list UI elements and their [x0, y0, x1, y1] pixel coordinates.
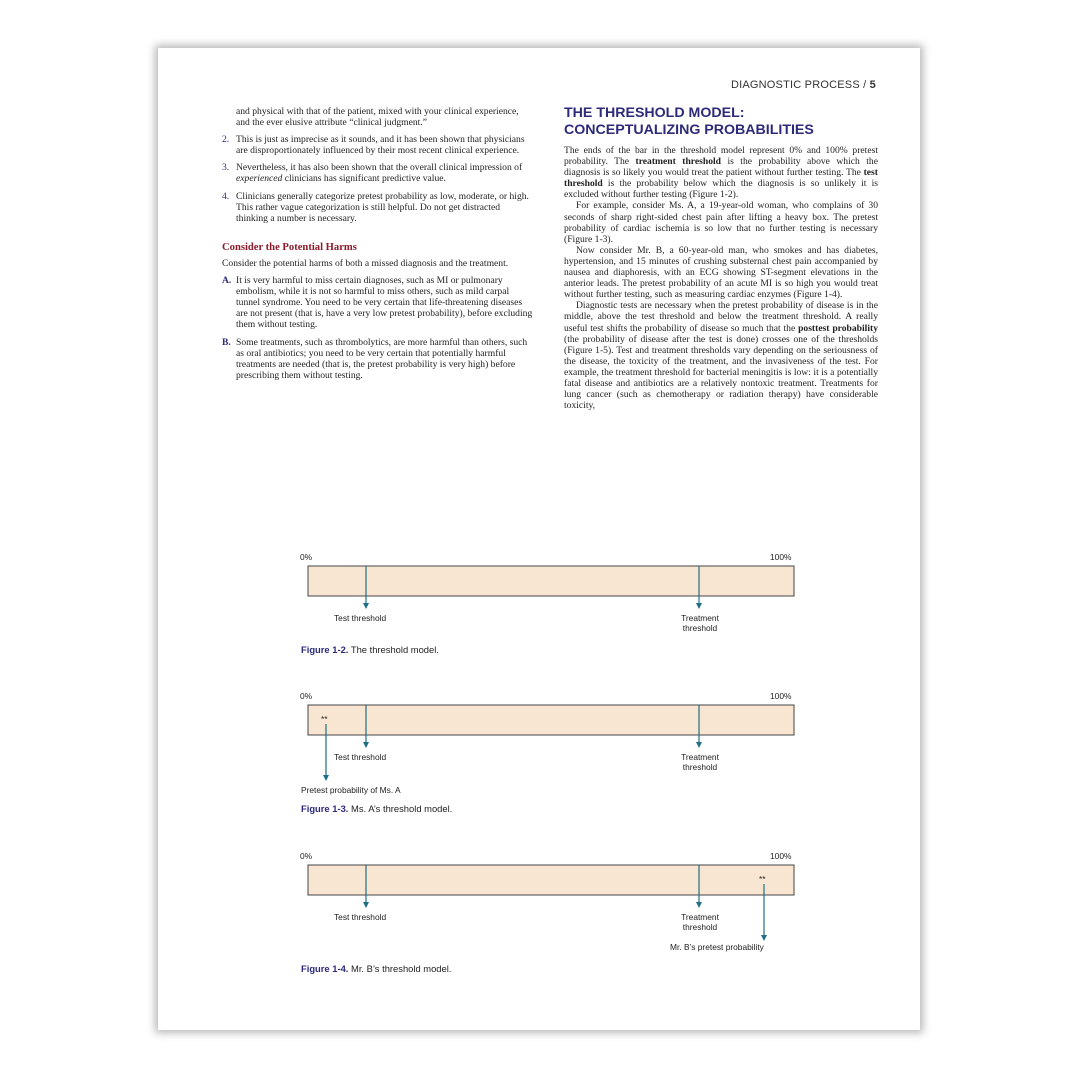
list-number: 2. [222, 134, 230, 146]
text-run: The ends of the bar in the threshold model represent 0% and 100% pretest probability. The [564, 145, 878, 168]
treatment-threshold-label [668, 613, 732, 633]
caption-text: The threshold model. [350, 644, 439, 655]
bold-term: treatment threshold [635, 156, 722, 168]
list-letter: A. [222, 275, 232, 287]
threshold-diagram [158, 690, 920, 850]
list-item-text: Clinicians generally categorize pretest probability as low, moderate, or high. This rather vague categorization is still helpful. Do not get distracted thinking a number is necessary. [236, 190, 529, 224]
caption-text: Mr. B’s threshold model. [351, 963, 452, 974]
left-column [222, 106, 534, 381]
figure-caption [301, 644, 439, 655]
list-item-text: Nevertheless, it has also been shown that the overall clinical impression of [236, 162, 523, 174]
arrow-head [323, 775, 329, 781]
test-threshold-label: Test threshold [334, 613, 387, 623]
arrow-head [761, 935, 767, 941]
pretest-marker: ** [321, 714, 328, 724]
text-run: is the probability below which the diagnosis is so unlikely it is excluded without further testing (Figure 1-2). [564, 178, 878, 201]
arrow-head [696, 603, 702, 609]
running-head-section: DIAGNOSTIC PROCESS [730, 79, 860, 91]
label-line: threshold [682, 623, 718, 633]
label-line: threshold [682, 922, 718, 932]
list-item-text: Some treatments, such as thrombolytics, are more harmful than others, such as oral antibiotics; you need to be very certain that potentially harmful treatments are needed (that is, the pretest probability is very high) before prescribing them without testing. [236, 336, 528, 381]
paragraph: Now consider Mr. B, a 60-year-old man, who smokes and has diabetes, hypertension, and 15 minutes of crushing substernal chest pain accompanied by nausea and diaphoresis, with an ECG showing ST-segment elevations in the anterior leads. The pretest probability of an acute MI is so high you would treat without further testing, such as measuring cardiac enzymes (Figure 1-4). [564, 244, 878, 301]
list-item [222, 191, 534, 224]
label-line: threshold [682, 762, 718, 772]
figure-caption [301, 963, 451, 974]
caption-text: Ms. A’s threshold model. [351, 803, 453, 814]
arrow-head [696, 902, 702, 908]
running-head [731, 79, 876, 91]
label-0-percent: 0% [300, 851, 313, 861]
paragraph [564, 300, 878, 411]
label-line: Treatment [681, 613, 719, 623]
arrow-head [363, 742, 369, 748]
paragraph: For example, consider Ms. A, a 19-year-old woman, who complains of 30 seconds of sharp right-sided chest pain after lifting a heavy box. The pretest probability of cardiac ischemia is so low that no further testing is necessary (Figure 1-3). [564, 200, 878, 245]
bold-term: test threshold [564, 167, 878, 190]
list-item-text: This is just as imprecise as it sounds, and it has been shown that physicians are disproportionately influenced by their most recent clinical experience. [236, 134, 525, 157]
text-run: is the probability above which the diagnosis is so likely you would treat the patient without further testing. The [564, 156, 878, 179]
figure-caption [301, 803, 452, 814]
list-item-text: clinicians has significant predictive value. [282, 173, 446, 185]
numbered-list [222, 134, 534, 224]
page-number: 5 [869, 79, 876, 91]
continued-list-text: and physical with that of the patient, mixed with your clinical experience, and the ever elusive attribute “clinical judgment.” [236, 106, 519, 129]
pretest-marker: ** [759, 874, 766, 884]
test-threshold-label: Test threshold [334, 752, 387, 762]
book-page [158, 48, 920, 1030]
caption-label: Figure 1-2. [301, 644, 349, 655]
list-item [222, 162, 534, 184]
label-0-percent: 0% [300, 552, 313, 562]
label-100-percent: 100% [770, 691, 792, 701]
running-head-separator: / [863, 79, 867, 91]
treatment-threshold-label [668, 752, 732, 772]
bold-term: posttest probability [798, 322, 878, 334]
label-100-percent: 100% [770, 851, 792, 861]
emphasis-text: experienced [236, 173, 283, 185]
harms-list [222, 275, 534, 381]
label-line: Treatment [681, 912, 719, 922]
probability-bar [308, 566, 794, 596]
label-0-percent: 0% [300, 691, 313, 701]
list-letter: B. [222, 336, 231, 348]
arrow-head [363, 603, 369, 609]
section-heading-harms: Consider the Potential Harms [222, 241, 357, 253]
arrow-head [696, 742, 702, 748]
harms-intro: Consider the potential harms of both a missed diagnosis and the treatment. [222, 257, 509, 269]
pretest-probability-label: Mr. B’s pretest probability [670, 942, 764, 952]
list-item [222, 275, 534, 330]
figure-1-2 [158, 551, 920, 711]
probability-bar [308, 865, 794, 895]
caption-label: Figure 1-3. [301, 803, 349, 814]
treatment-threshold-label [668, 912, 732, 932]
arrow-head [363, 902, 369, 908]
label-line: Treatment [681, 752, 719, 762]
threshold-diagram [158, 551, 920, 711]
paragraph [564, 145, 878, 200]
list-item [222, 337, 534, 381]
threshold-diagram [158, 850, 920, 1010]
probability-bar [308, 705, 794, 735]
test-threshold-label: Test threshold [334, 912, 387, 922]
list-item [222, 134, 534, 156]
text-run: Diagnostic tests are necessary when the pretest probability of disease is in the middle, above the test threshold and below the treatment threshold. A really useful test shifts the probability of disease so much that the [564, 300, 878, 334]
figure-1-3 [158, 690, 920, 850]
pretest-probability-label: Pretest probability of Ms. A [301, 785, 401, 795]
label-100-percent: 100% [770, 552, 792, 562]
right-column [564, 106, 878, 411]
caption-label: Figure 1-4. [301, 963, 349, 974]
text-run: (the probability of disease after the test is done) crosses one of the thresholds (Figure 1-5). Test and treatment thresholds vary depending on the seriousness of the disease, the toxicity of the treatment, and the invasiveness of the test. For example, the treatment threshold for bacterial meningitis is low: it is a potentially fatal disease and antibiotics are a relatively nontoxic treatment. Treatments for lung cancer (such as chemotherapy or radiation therapy) have considerable toxicity, [564, 333, 878, 412]
list-item-text: It is very harmful to miss certain diagnoses, such as MI or pulmonary embolism, while it is not so harmful to miss others, such as mild carpal tunnel syndrome. You need to be very certain that life-threatening diseases are not present (that is, have a very low pretest probability), before excluding them without testing. [236, 275, 533, 331]
figure-1-4 [158, 850, 920, 1010]
section-heading-threshold-model: THE THRESHOLD MODEL: CONCEPTUALIZING PROBABILITIES [564, 105, 814, 138]
list-number: 3. [222, 162, 230, 174]
list-number: 4. [222, 190, 230, 202]
